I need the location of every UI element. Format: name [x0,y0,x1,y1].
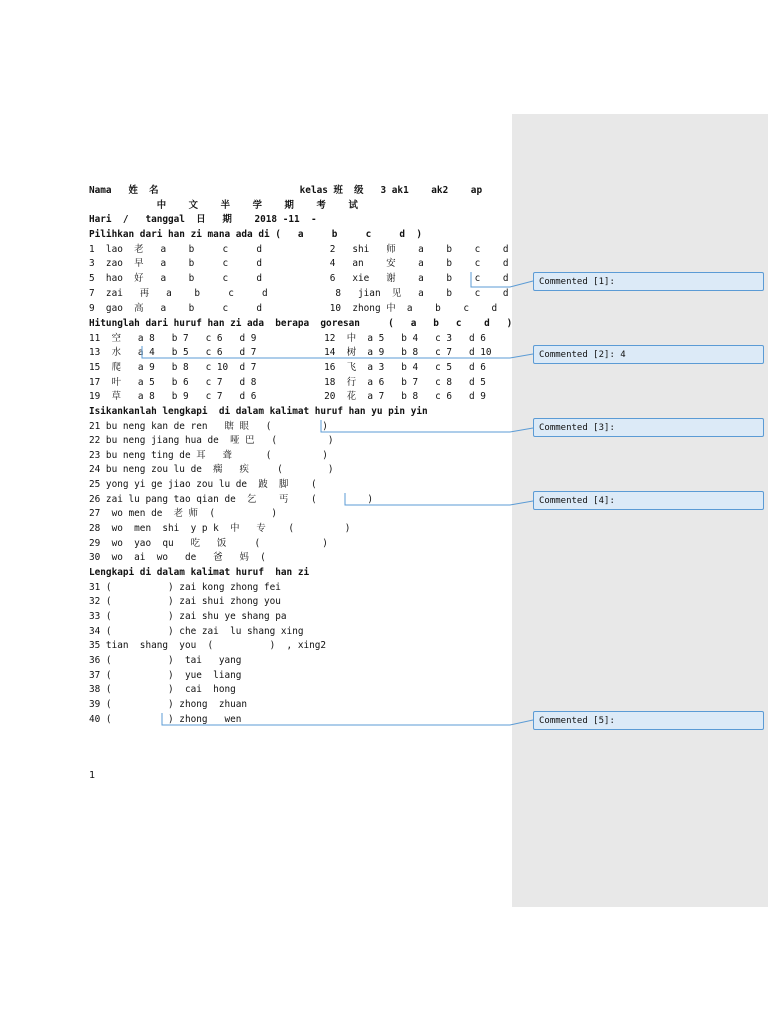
question-line: 38 ( ) cai hong [89,684,236,695]
comment-2[interactable] [533,345,764,364]
question-line: 35 tian shang you ( ) , xing2 [89,640,327,651]
question-line: 7 zai 再 a b c d 8 jian 见 a b c d [89,288,509,299]
question-line: 1 lao 老 a b c d 2 shi 师 a b c d [89,244,509,255]
page-number: 1 [89,770,96,781]
question-line: 39 ( ) zhong zhuan [89,699,248,710]
question-line: 3 zao 早 a b c d 4 an 安 a b c d [89,258,509,269]
question-line: 36 ( ) tai yang [89,655,242,666]
section-heading: Isikankanlah lengkapi di dalam kalimat huruf han yu pin yin [89,406,428,417]
question-line: 40 ( ) zhong wen [89,714,242,725]
question-line: 30 wo ai wo de 爸 妈 ( [89,552,266,563]
question-line: 5 hao 好 a b c d 6 xie 谢 a b c d [89,273,509,284]
question-line: 27 wo men de 老 师 ( ) [89,508,278,519]
nama-line: Nama 姓 名 kelas 班 级 3 ak1 ak2 ap [89,185,483,196]
comment-label: Commented [4]: [539,496,615,506]
comment-label: Commented [3]: [539,423,615,433]
question-line: 25 yong yi ge jiao zou lu de 跛 脚 ( [89,479,317,490]
question-line: 13 水 a 4 b 5 c 6 d 7 14 树 a 9 b 8 c 7 d 10 [89,347,492,358]
hari-line: Hari / tanggal 日 期 2018 -11 - [89,214,317,225]
comment-label: Commented [1]: [539,277,615,287]
question-line: 23 bu neng ting de 耳 聋 ( ) [89,450,328,461]
question-line: 21 bu neng kan de ren 瞎 眼 ( ) [89,421,328,432]
question-line: 29 wo yao qu 吃 饭 ( ) [89,538,328,549]
comment-label: Commented [5]: [539,716,615,726]
section-heading: Hitunglah dari huruf han zi ada berapa goresan ( a b c d ) [89,318,513,329]
question-line: 33 ( ) zai shu ye shang pa [89,611,287,622]
comment-5[interactable] [533,711,764,730]
question-line: 9 gao 高 a b c d 10 zhong 中 a b c d [89,303,498,314]
comment-3[interactable] [533,418,764,437]
comment-label: Commented [2]: [539,350,615,360]
question-line: 34 ( ) che zai lu shang xing [89,626,304,637]
question-line: 37 ( ) yue liang [89,670,242,681]
question-line: 32 ( ) zai shui zhong you [89,596,281,607]
question-line: 19 草 a 8 b 9 c 7 d 6 20 花 a 7 b 8 c 6 d 9 [89,391,486,402]
comment-1[interactable] [533,272,764,291]
question-line: 11 空 a 8 b 7 c 6 d 9 12 中 a 5 b 4 c 3 d 6 [89,333,486,344]
question-line: 24 bu neng zou lu de 瘸 疾 ( ) [89,464,334,475]
question-line: 22 bu neng jiang hua de 哑 巴 ( ) [89,435,334,446]
question-line: 31 ( ) zai kong zhong fei [89,582,281,593]
section-heading: Lengkapi di dalam kalimat huruf han zi [89,567,310,578]
question-line: 26 zai lu pang tao qian de 乞 丐 ( ) [89,494,374,505]
comment-text: 4 [614,350,626,360]
question-line: 17 叶 a 5 b 6 c 7 d 8 18 行 a 6 b 7 c 8 d 5 [89,377,486,388]
comment-4[interactable] [533,491,764,510]
section-heading: Pilihkan dari han zi mana ada di ( a b c d ) [89,229,423,240]
question-line: 28 wo men shi y p k 中 专 ( ) [89,523,351,534]
exam-title: 中 文 半 学 期 考 试 [89,200,358,211]
question-line: 15 爬 a 9 b 8 c 10 d 7 16 飞 a 3 b 4 c 5 d 6 [89,362,486,373]
